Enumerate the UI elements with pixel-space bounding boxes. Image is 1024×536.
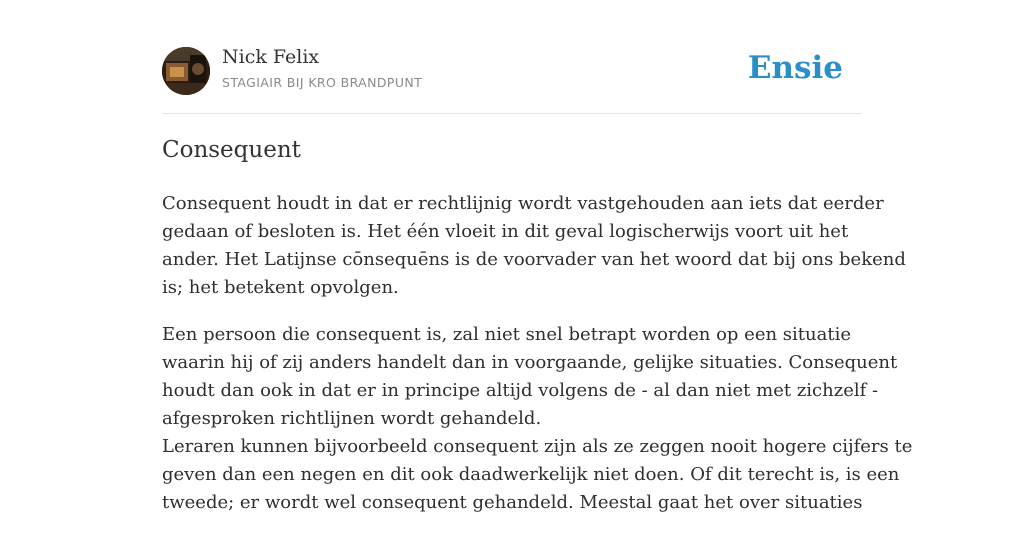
paragraph-line: afgesproken richtlijnen wordt gehandeld. bbox=[162, 408, 542, 429]
author-role: STAGIAIR BIJ KRO BRANDPUNT bbox=[222, 75, 423, 90]
paragraph bbox=[162, 190, 906, 302]
paragraph-line: Een persoon die consequent is, zal niet snel betrapt worden op een situatie bbox=[162, 324, 851, 345]
avatar-photo-icon bbox=[162, 47, 210, 95]
ensie-logo[interactable]: Ensie bbox=[747, 50, 843, 86]
paragraph-line: houdt dan ook in dat er in principe altijd volgens de - al dan niet met zichzelf - bbox=[162, 380, 879, 401]
author-avatar[interactable] bbox=[162, 47, 210, 95]
paragraph-line: geven dan een negen en dit ook daadwerkelijk niet doen. Of dit terecht is, is een bbox=[162, 464, 900, 485]
paragraph-line: is; het betekent opvolgen. bbox=[162, 277, 399, 298]
article-page bbox=[162, 0, 913, 513]
paragraph-line: waarin hij of zij anders handelt dan in voorgaande, gelijke situaties. Consequent bbox=[162, 352, 898, 373]
author-header bbox=[162, 0, 862, 114]
paragraph-line: ander. Het Latijnse cōnsequēns is de voorvader van het woord dat bij ons bekend bbox=[162, 249, 906, 270]
paragraph-line: Consequent houdt in dat er rechtlijnig wordt vastgehouden aan iets dat eerder bbox=[162, 193, 884, 214]
paragraph-line: Leraren kunnen bijvoorbeeld consequent zijn als ze zeggen nooit hogere cijfers te bbox=[162, 436, 913, 457]
paragraph-line: tweede; er wordt wel consequent gehandeld. Meestal gaat het over situaties bbox=[162, 492, 863, 513]
paragraph-line: gedaan of besloten is. Het één vloeit in dit geval logischerwijs voort uit het bbox=[162, 221, 849, 242]
article-body bbox=[162, 190, 913, 536]
author-name[interactable]: Nick Felix bbox=[222, 46, 320, 68]
paragraph bbox=[162, 321, 913, 517]
article-title: Consequent bbox=[162, 137, 301, 163]
